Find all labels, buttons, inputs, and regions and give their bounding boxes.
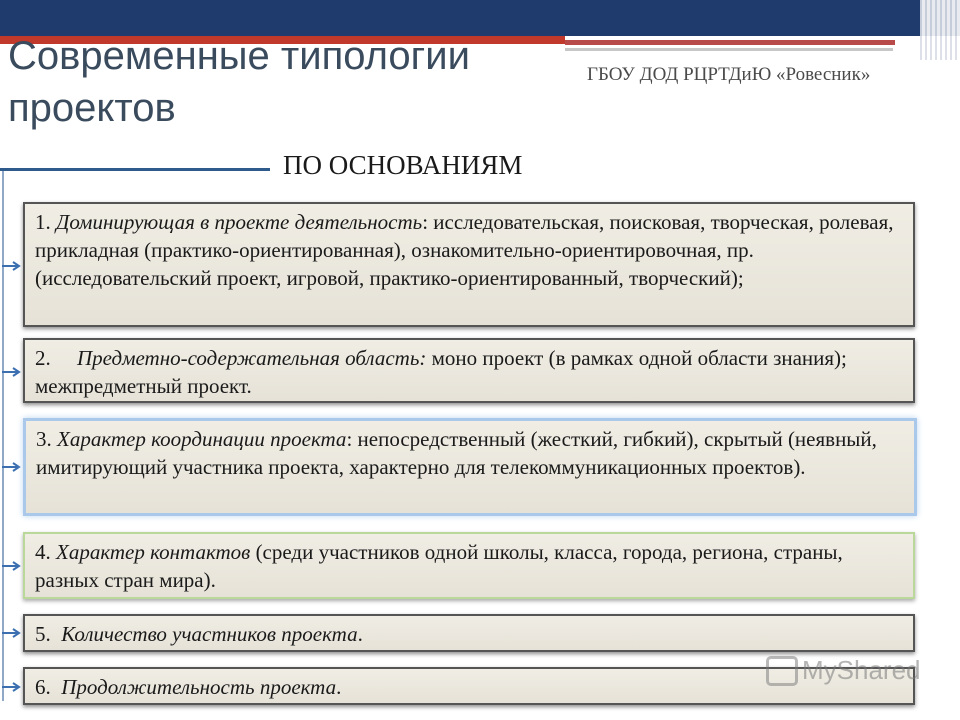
slide-subtitle: ПО ОСНОВАНИЯМ <box>283 150 523 180</box>
decorative-stripes <box>920 0 960 60</box>
list-item <box>23 418 917 516</box>
list-item <box>23 202 915 327</box>
item-number: 2. <box>35 346 51 370</box>
decorative-grey-line <box>565 48 893 51</box>
item-label: Количество участников проекта <box>61 622 358 646</box>
arrow-right-icon <box>2 367 22 377</box>
item-number: 6. <box>35 675 51 699</box>
item-text: . <box>336 675 342 699</box>
item-label: Характер контактов <box>56 540 251 564</box>
connector-line <box>2 171 4 701</box>
item-label: Продолжительность проекта <box>61 675 337 699</box>
arrow-right-icon <box>2 561 22 571</box>
watermark <box>766 655 921 686</box>
item-text: . <box>357 622 363 646</box>
arrow-right-icon <box>2 261 22 271</box>
item-text: (среди участников одной школы, класса, города, региона, страны, разных стран мира). <box>35 540 843 592</box>
myshared-logo-icon <box>766 656 798 686</box>
subtitle-rule <box>0 168 270 171</box>
arrow-right-icon <box>2 462 22 472</box>
item-text: моно проект (в рамках одной области знания); межпредметный проект. <box>35 346 847 398</box>
list-item <box>23 338 915 403</box>
item-text: : непосредственный (жесткий, гибкий), скрытый (неявный, имитирующий участника проекта, характерно для телекоммуникационных проектов). <box>36 427 877 479</box>
list-item <box>23 532 915 599</box>
item-number: 1. <box>35 210 51 234</box>
organization-name: ГБОУ ДОД РЦРТДиЮ «Ровесник» <box>587 64 871 85</box>
list-item <box>23 614 915 652</box>
item-number: 4. <box>35 540 51 564</box>
arrow-right-icon <box>2 628 22 638</box>
item-text: : исследовательская, поисковая, творческая, ролевая, прикладная (практико-ориентированная), ознакомительно-ориентировочная, пр. (исследовательский проект, игровой, практико-ориентированный, творческий); <box>35 210 894 290</box>
item-label: Доминирующая в проекте деятельность <box>56 210 423 234</box>
decorative-red-line-right <box>565 40 895 45</box>
item-number: 3. <box>36 427 52 451</box>
item-label: Характер координации проекта <box>57 427 347 451</box>
item-label: Предметно-содержательная область: <box>77 346 427 370</box>
item-number: 5. <box>35 622 51 646</box>
arrow-right-icon <box>2 682 22 692</box>
watermark-text: MyShared <box>802 655 921 685</box>
slide-title: Современные типологии проектов <box>8 34 470 130</box>
